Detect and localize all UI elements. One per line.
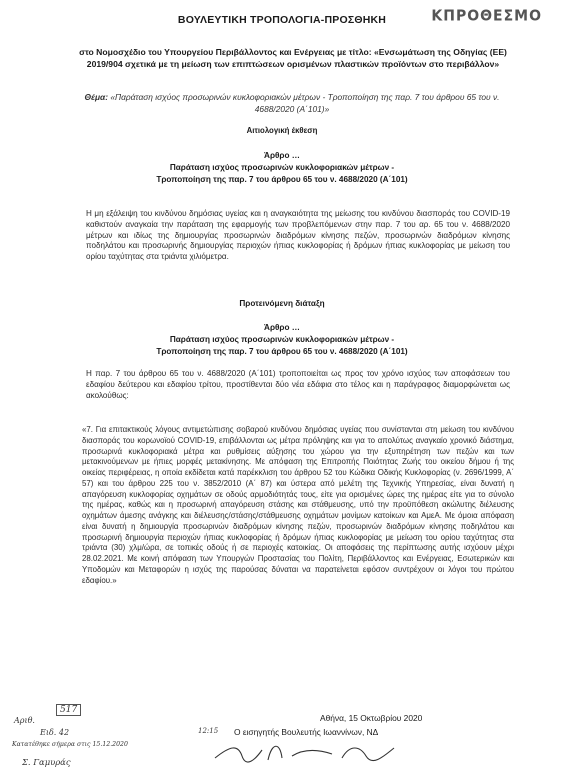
subject-label: Θέμα: — [84, 92, 109, 102]
explanatory-body: Η μη εξάλειψη του κινδύνου δημόσιας υγείας και η αναγκαιότητα της μείωσης του κινδύνου διασποράς του COVID-19 καθιστούν αναγκαία την παράταση της εφαρμογής των προβλεπόμενων στην παρ. 7 του αρ. 65 του ν. 4688/2020 μέτρων και ιδίως της δημιουργίας προσωρινών διαδρόμων κίνησης πεζών, προσωρινών διαδρόμων κίνησης ποδηλάτου και προσωρινής δημιουργίας περιοχών ήπιας κυκλοφορίας ή δρόμων ήπιας κυκλοφορίας με μείωση του ορίου ταχύτητας στα τριάντα χιλιόμετρα. — [86, 209, 510, 262]
special-number-label: Ειδ. — [40, 728, 57, 737]
handwritten-signature — [210, 738, 400, 766]
subject-text: «Παράταση ισχύος προσωρινών κυκλοφοριακών μέτρων - Τροποποίηση της παρ. 7 του άρθρου 65 του ν. 4688/2020 (Α΄101)» — [110, 92, 500, 114]
number-box — [56, 704, 81, 716]
number-label: Αριθ. — [14, 716, 35, 725]
amended-paragraph-quote: «7. Για επιτακτικούς λόγους αντιμετώπισης σοβαρού κινδύνου δημόσιας υγείας που συνίστανται στη μείωση του κινδύνου διασποράς του κορωνοϊού COVID-19, επιβάλλονται ως μέτρα πρόληψης και για το απολύτως αναγκαίο χρονικό διάστημα, προσωρινά κυκλοφοριακά μέτρα και ρυθμίσεις αύξησης του χώρου για την εξυπηρέτηση των πεζών και των μετακινούμενων με ήπιες μορφές μετακίνησης. Με απόφαση της Επιτροπής Ποιότητας Ζωής του οικείου δήμου ή της οικείας περιφέρειας, η οποία εκδίδεται κατά παρέκκλιση του άρθρου 52 του Κώδικα Οδικής Κυκλοφορίας (ν. 2696/1999, Α΄ 57) και του άρθρου 225 του ν. 3852/2010 (Α΄ 87) και ύστερα από μελέτη της Τεχνικής Υπηρεσίας, είναι δυνατή η απαγόρευση κυκλοφορίας οχημάτων σε οδούς αρμοδιότητάς τους, είτε για ορισμένες ώρες της ημέρας είτε για το σύνολο της ημέρας, καθώς και η προσωρινή απαγόρευση στάσης και στάθμευσης, υπό την προϋπόθεση ακώλυτης διέλευσης οχημάτων άμεσης ανάγκης και διέλευσης/στάσης/στάθμευσης οχημάτων μονίμων κατοίκων και ΑμεΑ. Με όμοια απόφαση είναι δυνατή η δημιουργία προσωρινών διαδρόμων κίνησης πεζών, προσωρινών διαδρόμων κίνησης ποδηλάτου και προσωρινή δημιουργία περιοχών ήπιας κυκλοφορίας ή δρόμων ήπιας κυκλοφορίας με μείωση του ορίου ταχύτητας στα τριάντα (30) χλμ/ώρα, σε τοπικές οδούς ή σε περιοχές κατοικίας. Οι αποφάσεις της περίπτωσης αυτής ισχύουν μέχρι 28.02.2021. Με κοινή απόφαση των Υπουργών Προστασίας του Πολίτη, Περιβάλλοντος και Ενέργειας, Εσωτερικών και Υποδομών και Μεταφορών η ισχύς της παρούσας δύναται να παρατείνεται εφόσον συντρέχουν οι λόγοι του πρώτου εδαφίου.» — [82, 425, 514, 585]
proposed-title-1: Παράταση ισχύος προσωρινών κυκλοφοριακών μέτρων - — [169, 335, 395, 344]
explanatory-article: Άρθρο … — [264, 151, 300, 160]
received-time: 12:15 — [198, 727, 219, 735]
received-note: Κατατέθηκε σήμερα στις 15.12.2020 — [12, 741, 128, 748]
proposed-title-2: Τροποποίηση της παρ. 7 του άρθρου 65 του ν. 4688/2020 (Α΄101) — [156, 347, 408, 356]
deadline-stamp: ΚΠΡΟΘΕΣΜΟ — [431, 7, 542, 25]
bill-reference: στο Νομοσχέδιο του Υπουργείου Περιβάλλοντος και Ενέργειας με τίτλο: «Ενσωμάτωση της Οδηγίας (ΕΕ) 2019/904 σχετικά με τη μείωση των επιπτώσεων ορισμένων πλαστικών προϊόντων στο περιβάλλον» — [79, 47, 507, 69]
signer-line: Ο εισηγητής Βουλευτής Ιωαννίνων, ΝΔ — [234, 727, 379, 737]
special-number — [40, 728, 69, 737]
special-number-value: 42 — [58, 728, 70, 737]
proposed-body: Η παρ. 7 του άρθρου 65 του ν. 4688/2020 (Α΄101) τροποποιείται ως προς τον χρόνο ισχύος των αποφάσεων του εδαφίου δεύτερου και εδαφίου τρίτου, προστίθενται δύο νέα εδάφια στο τέλος και η παράγραφος διαμορφώνεται ως ακολούθως: — [86, 369, 510, 400]
subject-line — [80, 92, 504, 115]
explanatory-heading: Αιτιολογική έκθεση — [246, 126, 318, 135]
place-date: Αθήνα, 15 Οκτωβρίου 2020 — [320, 713, 423, 723]
number-value: 517 — [60, 705, 78, 715]
explanatory-title-1: Παράταση ισχύος προσωρινών κυκλοφοριακών μέτρων - — [169, 163, 395, 172]
proposed-article: Άρθρο … — [264, 323, 300, 332]
proposed-heading: Προτεινόμενη διάταξη — [239, 299, 325, 308]
document-title: ΒΟΥΛΕΥΤΙΚΗ ΤΡΟΠΟΛΟΓΙΑ-ΠΡΟΣΘΗΚΗ — [177, 14, 387, 26]
explanatory-title-2: Τροποποίηση της παρ. 7 του άρθρου 65 του ν. 4688/2020 (Α΄101) — [156, 175, 408, 184]
clerk-name: Σ. Γαμυράς — [22, 757, 71, 767]
